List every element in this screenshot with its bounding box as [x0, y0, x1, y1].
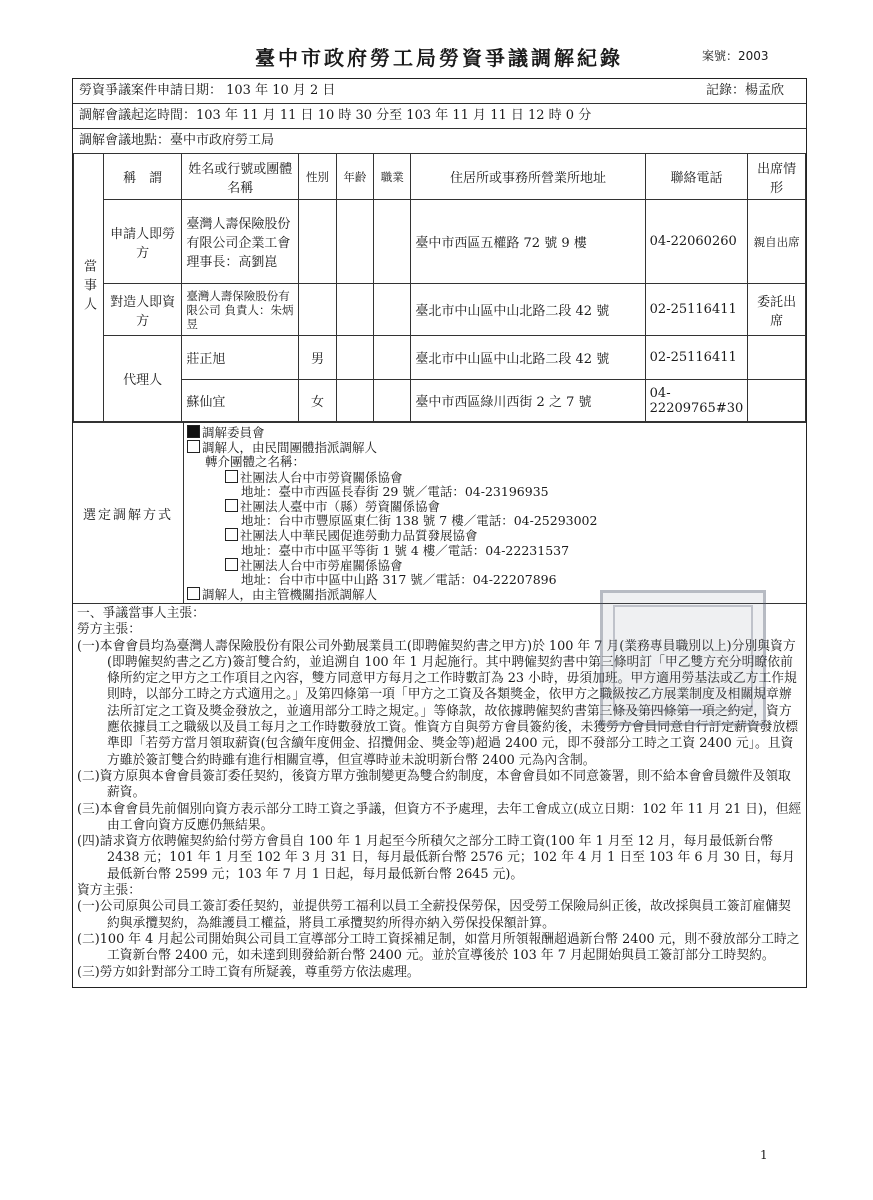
claims-heading: 一、爭議當事人主張：: [77, 606, 205, 621]
page-number: 1: [760, 1148, 768, 1162]
mgmt-claim-item: (一)公司原與公司員工簽訂委任契約，並提供勞工福利以員工全薪投保勞保，因受勞工保險局糾正後，故改採與員工簽訂雇傭契約與承攬契約，為維護員工權益，將員工承攬契約所得亦納入勞保投保額計算。: [77, 899, 791, 931]
respondent-age: [336, 284, 373, 336]
org-item[interactable]: [187, 558, 806, 573]
recorder: 記錄：楊孟欣: [705, 83, 784, 98]
meeting-time: 調解會議起迄時間：103 年 11 月 11 日 10 時 30 分至 103 年 11 月 11 日 12 時 0 分: [79, 108, 592, 123]
agent-address: 臺中市西區綠川西街 2 之 7 號: [411, 380, 645, 422]
agent-attend: [748, 380, 806, 422]
org-item[interactable]: [187, 528, 806, 543]
agent-sex: 女: [299, 380, 336, 422]
org-address: 地址：台中市中區中山路 317 號／電話：04-22207896: [241, 572, 557, 588]
parties-table: [73, 153, 806, 422]
respondent-sex: [299, 284, 336, 336]
option-private-mediator-label: 調解人，由民間團體指派調解人: [202, 440, 378, 456]
transfer-label: 轉介團體之名稱：: [205, 454, 306, 470]
agent-attend: [748, 336, 806, 380]
labor-claim-item: (三)本會會員先前個別向資方表示部分工時工資之爭議，但資方不予處理，去年工會成立(成立日期：102 年 11 月 21 日)，但經由工會向資方反應仍無結果。: [77, 801, 802, 833]
agent-job: [374, 380, 411, 422]
header-address: 住居所或事務所營業所地址: [411, 154, 645, 200]
respondent-job: [374, 284, 411, 336]
seal-inner-border: [613, 605, 753, 711]
applicant-attend: 親自出席: [748, 200, 806, 284]
checkbox-checked-icon[interactable]: [187, 425, 200, 438]
labor-claims-label: 勞方主張：: [77, 622, 141, 638]
mgmt-claim-item: (三)勞方如針對部分工時工資有所疑義，尊重勞方依法處理。: [77, 964, 420, 980]
option-private-mediator[interactable]: [187, 440, 806, 455]
checkbox-icon[interactable]: [187, 440, 200, 453]
header-attend: 出席情形: [748, 154, 806, 200]
header-job: 職業: [374, 154, 411, 200]
mgmt-claim-item: (二)100 年 4 月起公司開始與公司員工宣導部分工時工資採補足制，如當月所領報酬超過新台幣 2400 元，則不發放部分工時之工資新台幣 2400 元，如未達到則發給新台幣 2400 元。並於宣導後於 103 年 7 月起開始與員工簽訂部分工時契約。: [77, 931, 800, 964]
checkbox-icon[interactable]: [225, 499, 238, 512]
org-name: 社團法人中華民國促進勞動力品質發展協會: [240, 528, 478, 544]
agent-row: [74, 336, 806, 380]
meeting-place-row: [73, 129, 806, 153]
respondent-name: 臺灣人壽保險股份有限公司 負責人：朱炳昱: [182, 284, 299, 336]
labor-claim-item: (二)資方原與本會會員簽訂委任契約，後資方單方強制變更為雙合約制度，本會會員如不同意簽署，則不給本會會員繳件及領取薪資。: [77, 768, 791, 801]
agent-role: 代理人: [103, 336, 181, 422]
respondent-attend: 委託出席: [748, 284, 806, 336]
applicant-phone: 04-22060260: [645, 200, 748, 284]
header-phone: 聯絡電話: [645, 154, 748, 200]
checkbox-icon[interactable]: [187, 587, 200, 600]
agent-age: [336, 336, 373, 380]
respondent-address: 臺北市中山區中山北路二段 42 號: [411, 284, 645, 336]
agent-age: [336, 380, 373, 422]
applicant-row: [74, 200, 806, 284]
labor-claim-item: (一)本會會員均為臺灣人壽保險股份有限公司外勤展業員工(即聘僱契約書之甲方)於 100 年 7 月(業務專員職別以上)分別與資方(即聘僱契約書之乙方)簽訂雙合約，並追溯自 100 年 1 月起施行。其中聘僱契約書中第三條明訂「甲乙雙方充分明瞭依前條所約定之甲方之工作項目之內容，雙方同意甲方每月之工作時數訂為 23 小時，毋須加班。甲方適用勞基法或乙方工作規則時，以部分工時之方式適用之。」及第四條第一項「甲方之工資及各類獎金，依甲方之職級按乙方展業制度及相關規章辦法所訂定之工資及獎金發放之，並適用部分工時之規定。」等條款，故依據聘僱契約書第三條及第四條第一項之約定，資方應依據員工之職級以及員工每月之工作時數發放工資。惟資方自與勞方會員簽約後，未獲勞方會員同意自行訂定薪資發放標準即「若勞方當月領取薪資(包含續年度佣金、招攬佣金、獎金等)超過 2400 元，即不發部分工時之工資 2400 元」。且資方雖於簽訂雙合約時雖有進行相關宣導，但宣導時並未說明新台幣 2400 元為內含制。: [77, 638, 799, 768]
mediation-options: [187, 425, 806, 602]
apply-date: 勞資爭議案件申請日期： 103 年 10 月 2 日: [79, 83, 336, 98]
org-address: 地址：臺中市西區長春街 29 號／電話：04-23196935: [241, 483, 549, 499]
meeting-place: 調解會議地點：臺中市政府勞工局: [79, 133, 275, 148]
respondent-role: 對造人即資方: [103, 284, 181, 336]
option-official-mediator-label: 調解人，由主管機關指派調解人: [202, 587, 378, 603]
agent-name: 蘇仙宜: [182, 380, 299, 422]
option-committee[interactable]: [187, 425, 806, 440]
mediation-method-section: [73, 422, 806, 604]
applicant-name: 臺灣人壽保險股份有限公司企業工會 理事長：高劉崑: [182, 200, 299, 284]
org-address: 地址：臺中市中區平等街 1 號 4 樓／電話：04-22231537: [241, 542, 570, 558]
case-number: 案號：2003: [702, 49, 769, 63]
org-item[interactable]: [187, 470, 806, 485]
agent-row: [74, 380, 806, 422]
page-title: 臺中市政府勞工局勞資爭議調解紀錄: [255, 46, 623, 70]
agent-phone: 04-22209765#30: [645, 380, 748, 422]
applicant-address: 臺中市西區五權路 72 號 9 樓: [411, 200, 645, 284]
official-seal-stamp: [600, 590, 766, 726]
respondent-phone: 02-25116411: [645, 284, 748, 336]
header-age: 年齡: [336, 154, 373, 200]
org-name: 社團法人臺中市（縣）勞資關係協會: [240, 499, 441, 515]
checkbox-icon[interactable]: [225, 558, 238, 571]
applicant-sex: [299, 200, 336, 284]
applicant-age: [336, 200, 373, 284]
agent-sex: 男: [299, 336, 336, 380]
mgmt-claims-label: 資方主張：: [77, 883, 141, 899]
header-role: 稱 謂: [103, 154, 181, 200]
agent-job: [374, 336, 411, 380]
agent-name: 莊正旭: [182, 336, 299, 380]
header-sex: 性別: [299, 154, 336, 200]
option-committee-label: 調解委員會: [202, 425, 265, 440]
org-address: 地址：台中市豐原區東仁街 138 號 7 樓／電話：04-25293002: [241, 513, 598, 529]
applicant-role: 申請人即勞方: [103, 200, 181, 284]
org-name: 社團法人台中市勞資關係協會: [240, 469, 403, 485]
agent-address: 臺北市中山區中山北路二段 42 號: [411, 336, 645, 380]
checkbox-icon[interactable]: [225, 470, 238, 483]
labor-claim-item: (四)請求資方依聘僱契約給付勞方會員自 100 年 1 月起至今所積欠之部分工時工資(100 年 1 月至 12 月，每月最低新台幣 2438 元；101 年 1 月至 102 年 3 月 31 日，每月最低新台幣 2576 元；102 年 4 月 1 日至 103 年 6 月 30 日，每月最低新台幣 2599 元；103 年 7 月 1 日起，每月最低新台幣 2645 元)。: [77, 834, 795, 882]
org-name: 社團法人台中市勞雇關係協會: [240, 557, 403, 573]
party-side-label: 當事人: [74, 154, 104, 422]
mediation-method-label: 選定調解方式: [73, 423, 184, 603]
agent-phone: 02-25116411: [645, 336, 748, 380]
record-form: [72, 78, 807, 988]
apply-date-row: [73, 79, 806, 104]
header-name: 姓名或行號或團體名稱: [182, 154, 299, 200]
applicant-job: [374, 200, 411, 284]
checkbox-icon[interactable]: [225, 528, 238, 541]
org-item[interactable]: [187, 499, 806, 514]
meeting-time-row: [73, 104, 806, 129]
respondent-row: [74, 284, 806, 336]
